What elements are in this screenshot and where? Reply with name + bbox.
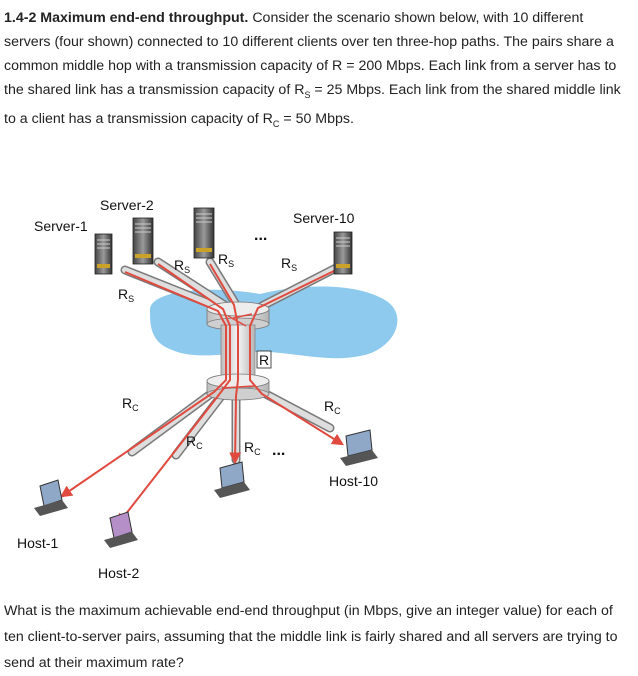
host-3-laptop-icon bbox=[214, 462, 250, 498]
rs-label-1: $R_S$ bbox=[118, 286, 135, 304]
server-2-icon bbox=[133, 218, 153, 264]
rs-label-10: $R_S$ bbox=[281, 255, 298, 273]
rs-label-3: $R_S$ bbox=[218, 251, 235, 269]
host-1-label: Host-1 bbox=[17, 535, 59, 551]
server-1-icon bbox=[95, 234, 112, 274]
server-2-label: Server-2 bbox=[100, 197, 154, 213]
client-ellipsis: ... bbox=[272, 442, 286, 459]
rc-label-1: $R_C$ bbox=[122, 395, 139, 413]
host-10-label: Host-10 bbox=[329, 473, 379, 489]
intro-rs-subscript: S bbox=[304, 89, 311, 100]
intro-text-b: = 25 Mbps. Each link from the shared middle link to a client has a transmission capacity of R bbox=[4, 82, 621, 127]
intro-text-a: Consider the scenario shown below, with 10 different servers (four shown) connected to 10 different clients over ten three-hop paths. The pairs share a common middle hop with a transmission capacity of R = 200 Mbps. Each link from a server has to the shared link has a transmission capacity of R bbox=[4, 10, 617, 98]
intro-rc-subscript: C bbox=[272, 118, 280, 129]
host-10-laptop-icon bbox=[340, 430, 378, 466]
server-1-label: Server-1 bbox=[34, 218, 88, 234]
host-2-label: Host-2 bbox=[98, 565, 140, 581]
rc-label-3: $R_C$ bbox=[244, 439, 261, 457]
r-label: R bbox=[259, 352, 270, 368]
problem-question: What is the maximum achievable end-end throughput (in Mbps, give an integer value) for each of ten client-to-server pairs, assuming that the middle link is fairly shared and all servers are trying to send at their maximum rate? bbox=[4, 603, 618, 671]
host-1-laptop-icon bbox=[34, 480, 68, 516]
client-links bbox=[132, 390, 330, 460]
server-10-icon bbox=[334, 232, 352, 274]
intro-text-c: = 50 Mbps. bbox=[279, 110, 354, 127]
server-ellipsis: ... bbox=[254, 227, 268, 244]
server-3-icon bbox=[194, 208, 214, 258]
rc-label-10: $R_C$ bbox=[324, 398, 341, 416]
rc-label-2: $R_C$ bbox=[186, 433, 203, 451]
problem-title: 1.4-2 Maximum end-end throughput. bbox=[4, 10, 249, 26]
rs-label-2: $R_S$ bbox=[174, 257, 191, 275]
host-2-laptop-icon bbox=[104, 512, 138, 548]
server-10-label: Server-10 bbox=[293, 210, 355, 226]
